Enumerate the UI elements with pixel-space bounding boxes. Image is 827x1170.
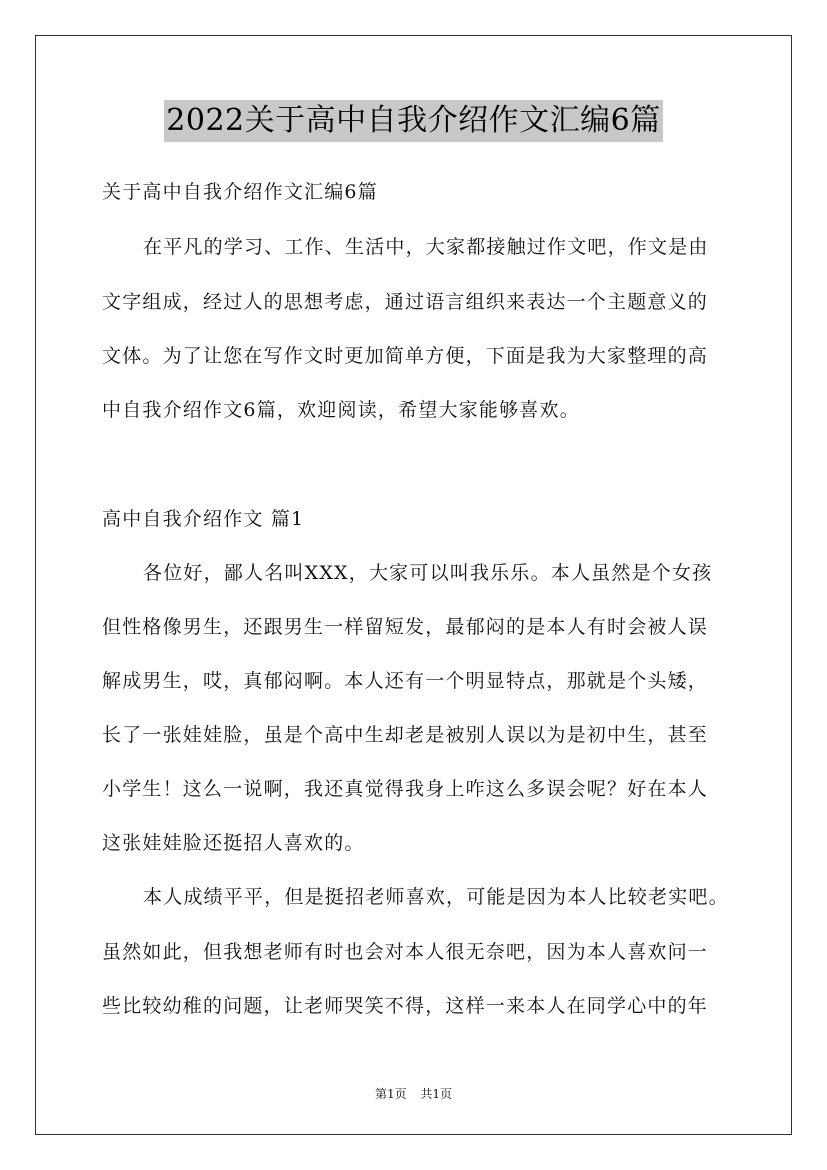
- paragraph-line: 这张娃娃脸还挺招人喜欢的。: [102, 832, 365, 854]
- paragraph-line: 些比较幼稚的问题，让老师哭笑不得，这样一来本人在同学心中的年: [102, 995, 709, 1017]
- document-title: 2022关于高中自我介绍作文汇编6篇: [164, 100, 662, 142]
- title-container: [0, 100, 827, 142]
- paragraph-line: 小学生！这么一说啊，我还真觉得我身上咋这么多误会呢？好在本人: [102, 778, 709, 800]
- paragraph-line: 各位好，鄙人名叫XXX，大家可以叫我乐乐。本人虽然是个女孩: [143, 562, 713, 584]
- paragraph-line: 文体。为了让您在写作文时更加简单方便，下面是我为大家整理的高: [102, 345, 709, 367]
- paragraph-line: 但性格像男生，还跟男生一样留短发，最郁闷的是本人有时会被人误: [102, 616, 709, 638]
- paragraph-line: 虽然如此，但我想老师有时也会对本人很无奈吧，因为本人喜欢问一: [102, 941, 709, 963]
- subtitle-line: 关于高中自我介绍作文汇编6篇: [102, 181, 378, 203]
- total-pages: 共1页: [420, 1087, 453, 1101]
- page-number: 第1页: [374, 1087, 407, 1101]
- paragraph-line: 文字组成，经过人的思想考虑，通过语言组织来表达一个主题意义的: [102, 291, 709, 313]
- page-footer: [0, 1086, 827, 1102]
- paragraph-line: 中自我介绍作文6篇，欢迎阅读，希望大家能够喜欢。: [102, 399, 580, 421]
- paragraph-line: 在平凡的学习、工作、生活中，大家都接触过作文吧，作文是由: [143, 236, 709, 258]
- paragraph-line: 解成男生，哎，真郁闷啊。本人还有一个明显特点，那就是个头矮，: [102, 670, 709, 692]
- section-heading: 高中自我介绍作文 篇1: [102, 508, 305, 530]
- paragraph-line: 长了一张娃娃脸，虽是个高中生却老是被别人误以为是初中生，甚至: [102, 724, 709, 746]
- paragraph-line: 本人成绩平平，但是挺招老师喜欢，可能是因为本人比较老实吧。: [143, 886, 729, 908]
